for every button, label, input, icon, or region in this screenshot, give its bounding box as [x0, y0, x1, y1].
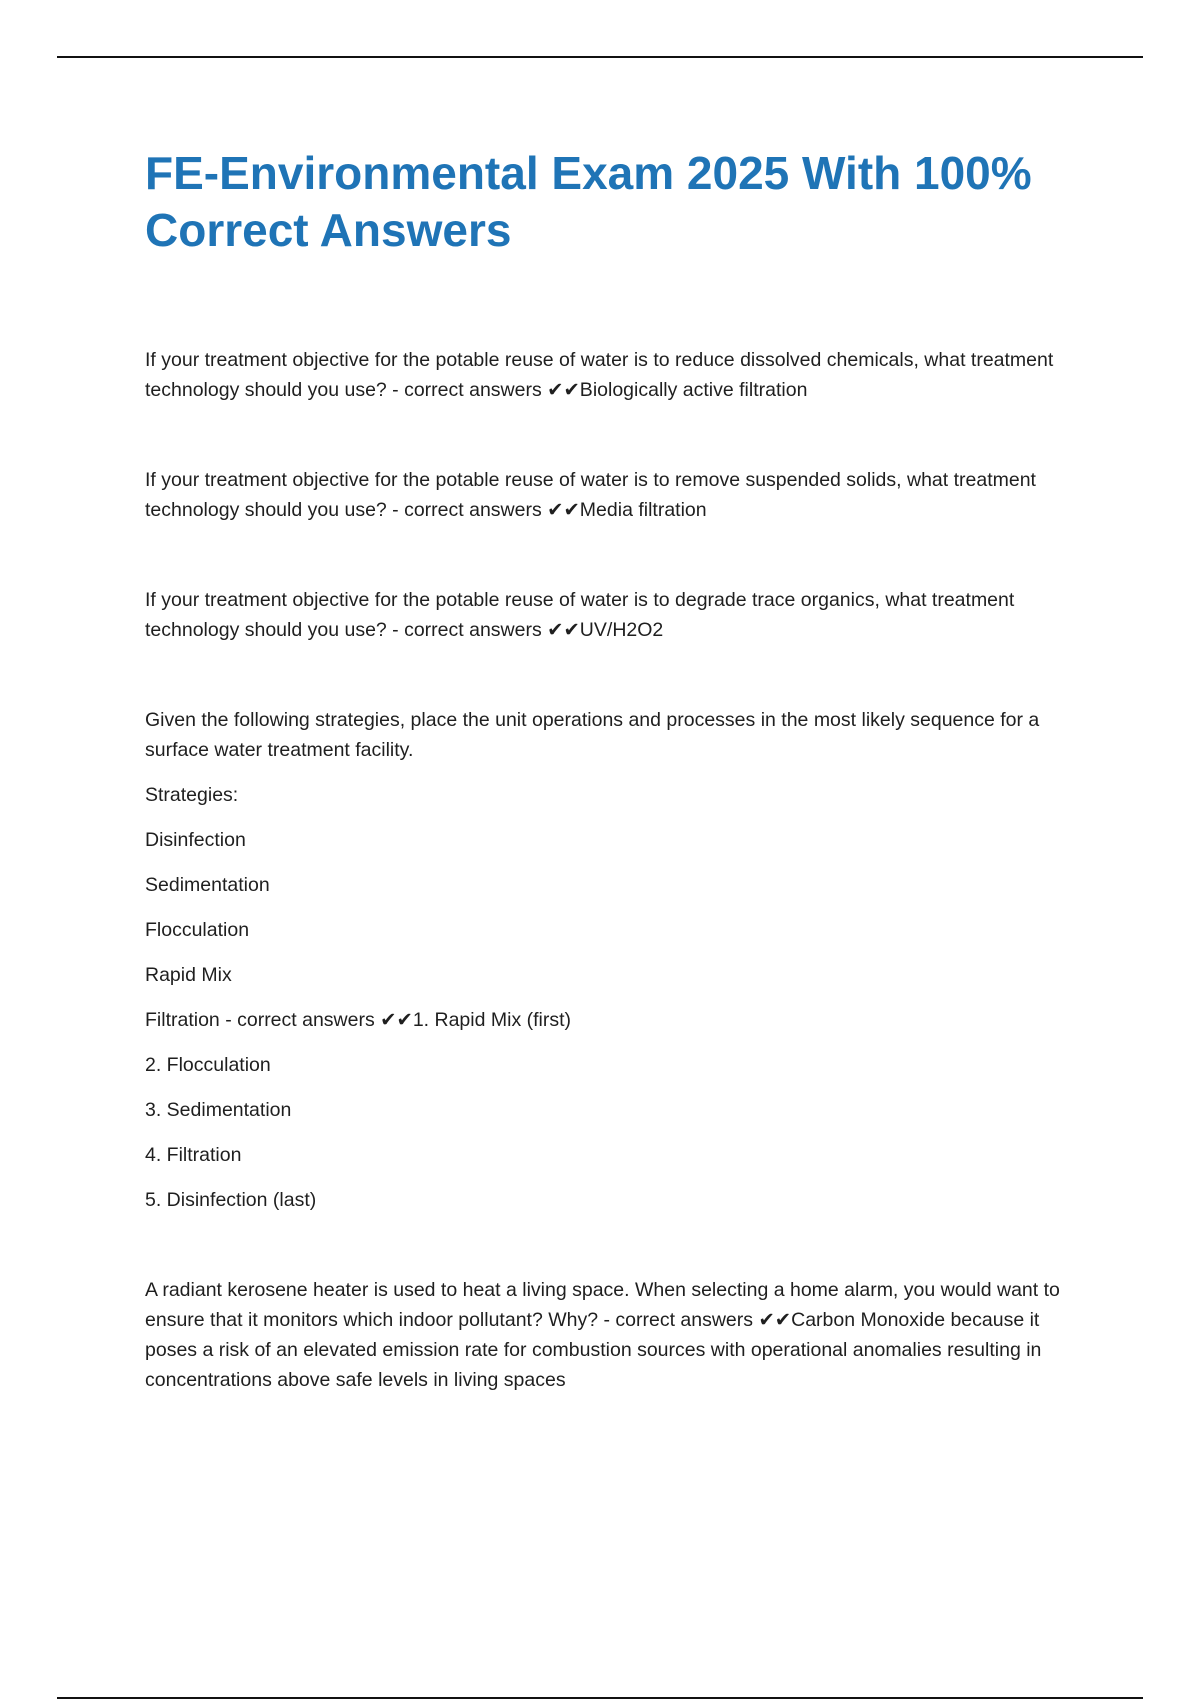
top-rule [57, 56, 1143, 58]
question-suspended-solids: If your treatment objective for the potable reuse of water is to remove suspended solids, what treatment technology should you use? - correct answers ✔✔Media filtration [145, 469, 1036, 521]
document-body [145, 345, 1075, 1395]
document-title: FE-Environmental Exam 2025 With 100% Correct Answers [145, 147, 1032, 256]
bottom-rule [57, 1697, 1143, 1699]
strategy-item: Sedimentation [145, 874, 270, 896]
strategy-item: Flocculation [145, 919, 250, 941]
strategy-item: Rapid Mix [145, 964, 232, 986]
strategies-label: Strategies: [145, 784, 239, 806]
strategy-item: Disinfection [145, 829, 246, 851]
question-surface-water-sequence: Given the following strategies, place the unit operations and processes in the most likely sequence for a surface water treatment facility. [145, 709, 1040, 761]
question-dissolved-chemicals: If your treatment objective for the potable reuse of water is to reduce dissolved chemicals, what treatment technology should you use? - correct answers ✔✔Biologically active filtration [145, 349, 1054, 401]
strategy-answer-start: Filtration - correct answers ✔✔1. Rapid Mix (first) [145, 1009, 572, 1031]
sequence-step: 3. Sedimentation [145, 1099, 292, 1121]
sequence-step: 4. Filtration [145, 1144, 242, 1166]
sequence-step: 2. Flocculation [145, 1054, 271, 1076]
question-kerosene-heater: A radiant kerosene heater is used to heat a living space. When selecting a home alarm, you would want to ensure that it monitors which indoor pollutant? Why? - correct answers ✔✔Carbon Monoxide because it poses a risk of an elevated emission rate for combustion sources with operational anomalies resulting in concentrations above safe levels in living spaces [145, 1279, 1060, 1391]
sequence-step: 5. Disinfection (last) [145, 1189, 317, 1211]
question-trace-organics: If your treatment objective for the potable reuse of water is to degrade trace organics, what treatment technology should you use? - correct answers ✔✔UV/H2O2 [145, 589, 1015, 641]
